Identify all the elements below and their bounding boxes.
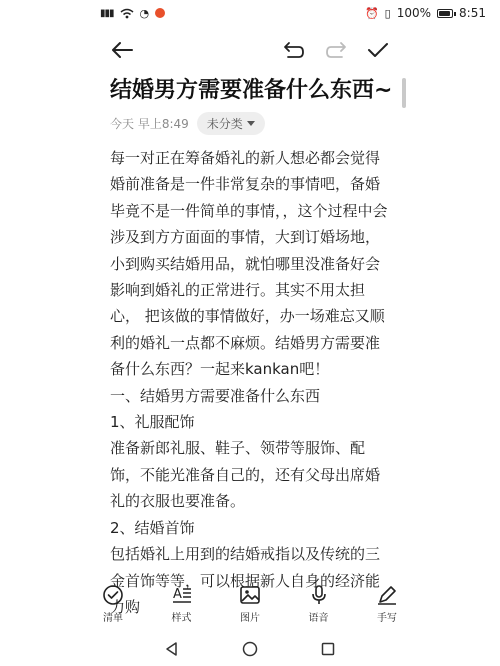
tab-image[interactable] — [225, 584, 275, 630]
tab-checklist[interactable] — [88, 584, 138, 630]
microphone-icon — [308, 584, 330, 606]
svg-text:A: A — [172, 587, 182, 602]
paragraph: 每一对正在筹备婚礼的新人想必都会觉得婚前准备是一件非常复杂的事情吧，备婚毕竟不是一件简单的事情，，这个过程中会涉及到方方面面的事情，大到订婚场地，小到购买结婚用品，就怕哪里没准备好会影响到婚礼的正常进行。其实不用太担心， 把该做的事情做好，办一场难忘又顺利的婚礼一点都不麻烦。结婚男方需要准备什么东西？一起来kankan吧！ — [110, 149, 388, 379]
nav-home-icon[interactable] — [242, 641, 258, 657]
tab-label: 手写 — [377, 613, 397, 624]
confirm-button[interactable] — [364, 36, 392, 64]
nav-recents-icon[interactable] — [320, 641, 336, 657]
tab-label: 语音 — [308, 613, 329, 624]
pen-icon — [376, 584, 398, 606]
battery-fill — [439, 11, 450, 16]
signal-icon: ▮▮▮ — [100, 7, 114, 19]
paragraph: 2、结婚首饰 — [110, 518, 195, 537]
undo-button[interactable] — [280, 36, 308, 64]
scrollbar[interactable] — [402, 78, 406, 108]
clock-icon: ◔ — [139, 6, 150, 20]
tab-label: 样式 — [171, 613, 192, 624]
status-bar — [0, 0, 500, 26]
nav-back-icon[interactable] — [164, 641, 180, 657]
note-meta — [110, 112, 265, 135]
battery-icon — [437, 9, 453, 18]
paragraph: 准备新郎礼服、鞋子、领带等服饰、配饰，不能光准备自己的，还有父母出席婚礼的衣服也要准备。 — [110, 439, 381, 511]
paragraph: 1、礼服配饰 — [110, 413, 195, 432]
vibrate-icon: ▯ — [384, 6, 391, 20]
back-arrow-icon — [111, 41, 133, 59]
note-date: 今天 早上8:49 — [110, 117, 189, 131]
note-body[interactable] — [110, 145, 392, 620]
status-left — [100, 7, 165, 20]
caret-down-icon — [247, 121, 255, 127]
undo-icon — [283, 41, 305, 59]
status-time: 8:51 — [459, 6, 486, 20]
image-icon — [239, 584, 261, 606]
tab-handwriting[interactable] — [362, 584, 412, 630]
paragraph: 一、结婚男方需要准备什么东西 — [110, 386, 321, 405]
alarm-icon: ⏰ — [364, 6, 379, 20]
note-title[interactable]: 结婚男方需要准备什么东西~ — [110, 78, 393, 103]
status-right — [365, 6, 486, 20]
battery-percent: 100% — [396, 6, 432, 20]
redo-button[interactable] — [322, 36, 350, 64]
tab-label: 图片 — [240, 613, 260, 624]
text-style-icon — [171, 584, 193, 606]
checkmark-icon — [367, 41, 389, 59]
wifi-icon — [120, 8, 134, 19]
tab-label: 清单 — [103, 613, 123, 624]
system-navigation-bar — [0, 632, 500, 666]
back-button[interactable] — [108, 36, 136, 64]
notification-icon — [155, 8, 165, 18]
category-label: 未分类 — [206, 117, 243, 131]
category-dropdown[interactable] — [197, 112, 265, 135]
tab-style[interactable] — [157, 584, 207, 630]
editor-toolbar — [0, 30, 500, 70]
checklist-icon — [102, 584, 124, 606]
redo-icon — [325, 41, 347, 59]
paragraph: 包括婚礼上用到的结婚戒指以及传统的三金首饰等等，可以根据新人自身的经济能力购 — [110, 545, 381, 616]
tab-voice[interactable] — [294, 584, 344, 630]
bottom-tool-bar — [88, 584, 412, 630]
